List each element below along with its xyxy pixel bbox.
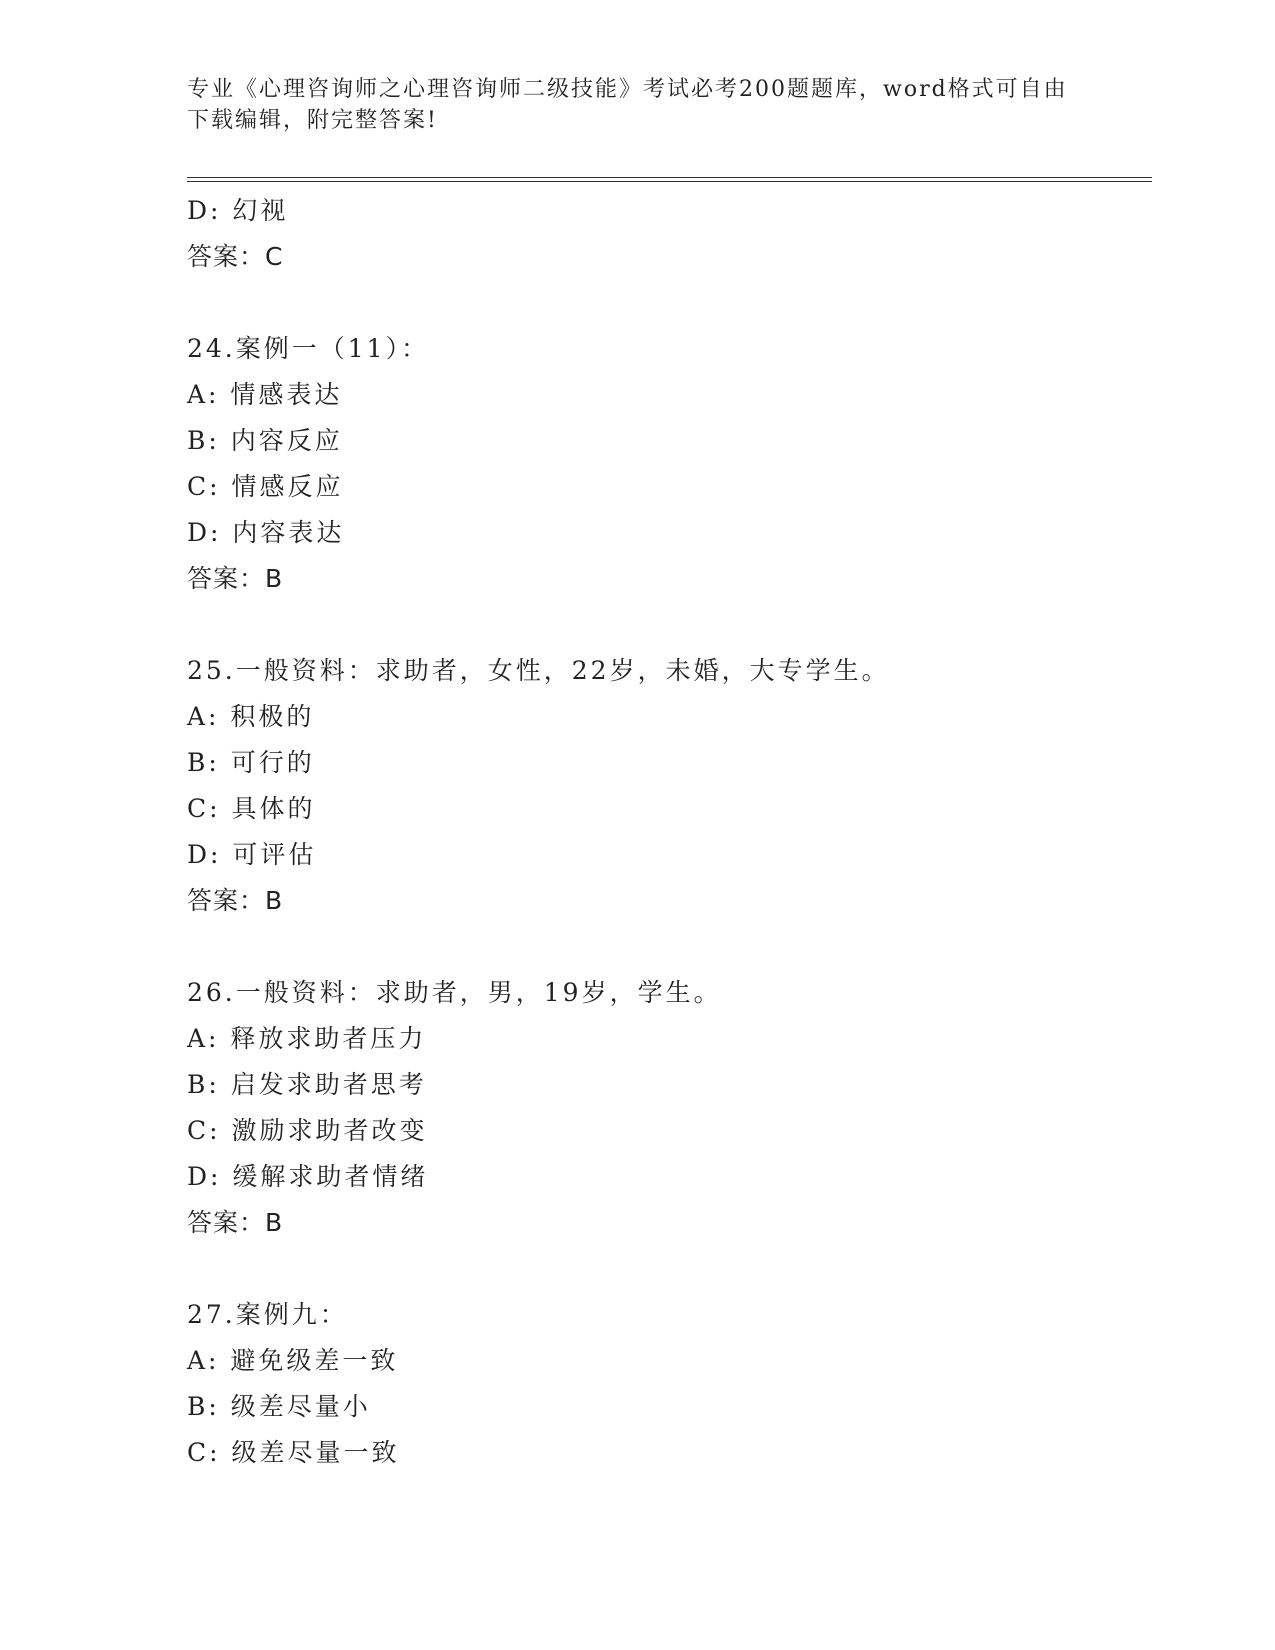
header-divider-top <box>187 177 1152 178</box>
answer-line: 答案：B <box>187 1208 284 1237</box>
spacer <box>187 602 1147 648</box>
option-a: A: 积极的 <box>187 702 315 731</box>
spacer <box>187 1246 1147 1292</box>
option-d: D: 幻视 <box>187 196 289 225</box>
question-25 <box>187 648 1147 924</box>
answer-line: 答案：C <box>187 242 284 271</box>
option-d: D: 可评估 <box>187 840 317 869</box>
option-c: C: 情感反应 <box>187 472 344 501</box>
question-stem: 27.案例九： <box>187 1300 348 1329</box>
question-24 <box>187 326 1147 602</box>
option-c: C: 激励求助者改变 <box>187 1116 428 1145</box>
option-a: A: 情感表达 <box>187 380 343 409</box>
option-a: A: 释放求助者压力 <box>187 1024 427 1053</box>
question-stem: 25.一般资料：求助者，女性，22岁，未婚，大专学生。 <box>187 656 890 685</box>
option-c: C: 级差尽量一致 <box>187 1438 400 1467</box>
option-b: B: 可行的 <box>187 748 315 777</box>
option-c: C: 具体的 <box>187 794 316 823</box>
question-26 <box>187 970 1147 1246</box>
option-b: B: 内容反应 <box>187 426 343 455</box>
spacer <box>187 280 1147 326</box>
question-stem: 26.一般资料：求助者，男，19岁，学生。 <box>187 978 722 1007</box>
question-stem: 24.案例一（11）： <box>187 334 430 363</box>
option-b: B: 级差尽量小 <box>187 1392 371 1421</box>
question-27 <box>187 1292 1147 1476</box>
answer-line: 答案：B <box>187 564 284 593</box>
option-a: A: 避免级差一致 <box>187 1346 399 1375</box>
spacer <box>187 924 1147 970</box>
header-divider-bottom <box>187 181 1152 182</box>
document-header <box>187 74 1087 136</box>
option-d: D: 缓解求助者情绪 <box>187 1162 429 1191</box>
answer-line: 答案：B <box>187 886 284 915</box>
question-list <box>187 188 1147 1476</box>
option-b: B: 启发求助者思考 <box>187 1070 427 1099</box>
option-d: D: 内容表达 <box>187 518 345 547</box>
header-title: 专业《心理咨询师之心理咨询师二级技能》考试必考200题题库，word格式可自由下载编辑，附完整答案! <box>187 77 1068 133</box>
